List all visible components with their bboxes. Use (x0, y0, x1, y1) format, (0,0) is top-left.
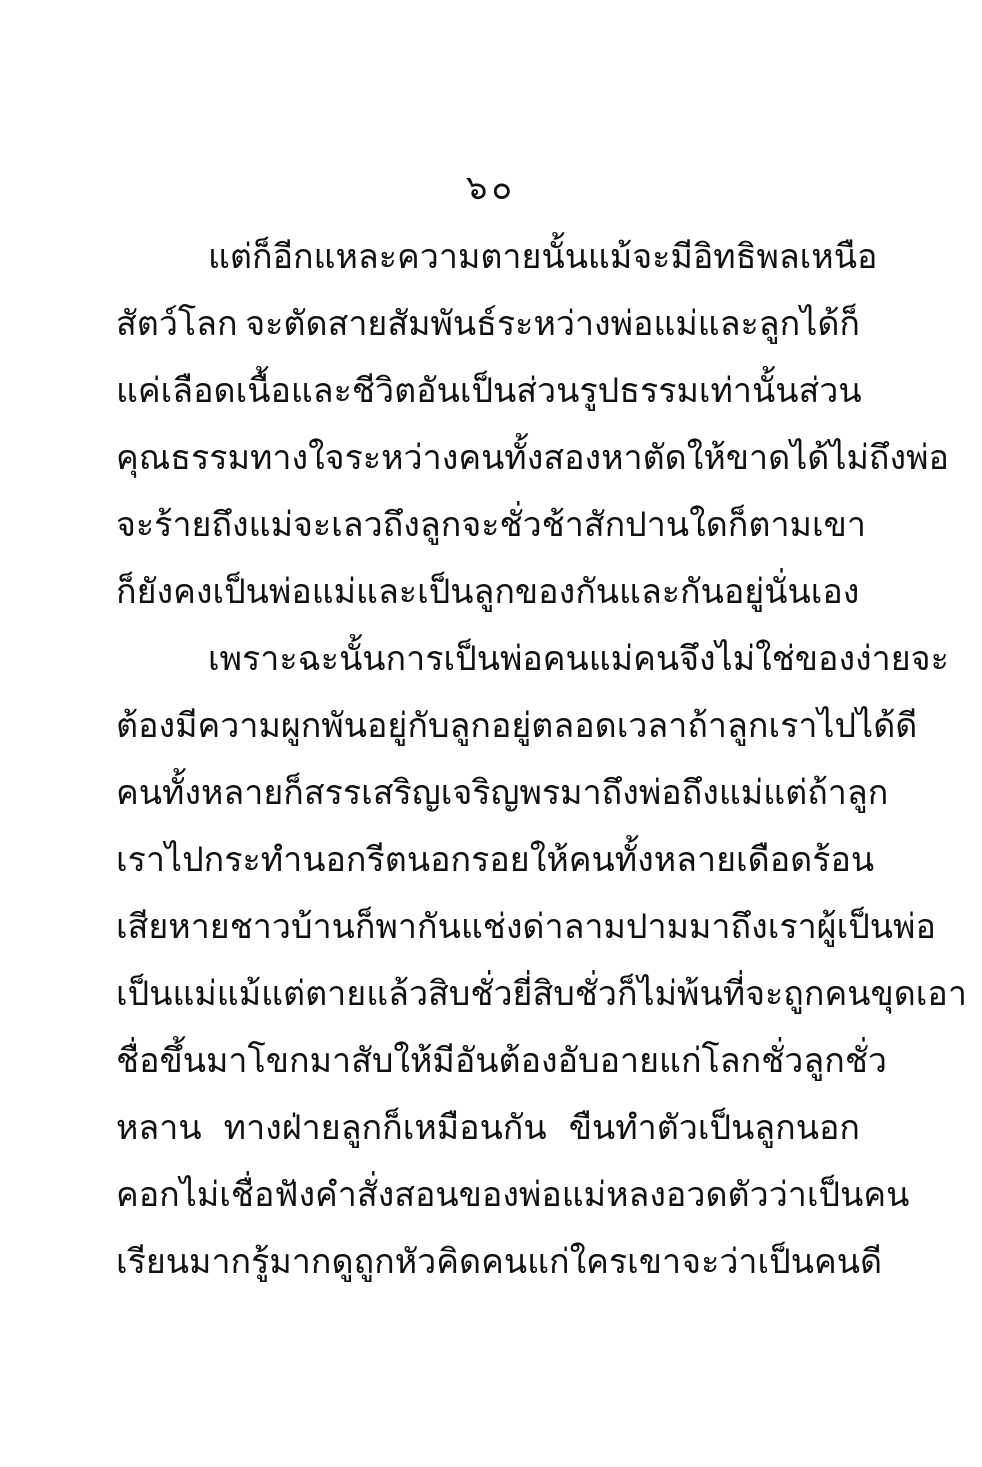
body-text (116, 232, 967, 1304)
text-segment: แค่เลือดเนื้อและชีวิต (116, 371, 417, 411)
page-number: ๖๐ (465, 168, 517, 208)
text-segment: แต่ถ้าลูก (763, 773, 889, 813)
text-segment: สัตว์โลก (116, 304, 238, 344)
text-line (116, 701, 918, 768)
text-segment: แต่ก็อีกแหละ (208, 237, 398, 277)
text-segment: จะร้าย (116, 505, 212, 545)
text-line (116, 1103, 860, 1170)
text-line (116, 366, 860, 433)
text-segment: แม้แต่ตายแล้วสิบชั่วยี่สิบชั่วก็ไม่พ้นที่จะถูกคนขุดเอา (216, 974, 967, 1014)
text-segment: ถึงลูกจะชั่วช้าสักปานใดก็ตาม (382, 505, 812, 545)
text-segment: เสียหาย (116, 907, 230, 947)
text-segment: ส่วน (798, 371, 862, 411)
text-segment: เราไปกระทำนอกรีตนอกรอย (116, 840, 530, 880)
text-line (116, 567, 860, 634)
text-segment: ถึงพ่อ (868, 438, 949, 478)
text-segment: เป็นแม่ (116, 974, 217, 1014)
text-line (116, 433, 949, 500)
text-segment: ทางฝ่ายลูกก็เหมือนกัน (223, 1108, 547, 1148)
text-segment: ใครเขาจะว่าเป็นคนดี (569, 1242, 883, 1282)
text-segment: คุณธรรมทางใจระหว่างคนทั้งสองหาตัดให้ขาดได้ไม่ (116, 438, 869, 478)
text-line (116, 902, 936, 969)
text-segment: จะ (910, 639, 949, 679)
text-segment: เรียนมากรู้มาก (116, 1242, 332, 1282)
text-segment: คนทั้งหลายก็สรรเสริญเจริญพรมาถึงพ่อถึงแม่ (116, 773, 764, 813)
text-segment: ความตายนั้นแม้จะมีอิทธิพลเหนือ (397, 237, 878, 277)
text-line (116, 768, 889, 835)
text-line (116, 1237, 883, 1304)
text-segment: เขา (811, 505, 866, 545)
text-segment: หลงอวดตัวว่าเป็นคน (606, 1175, 910, 1215)
text-line (116, 1036, 887, 1103)
text-segment: ดูถูกหัวคิดคนแก่ (331, 1242, 570, 1282)
text-line (116, 232, 878, 299)
text-line (116, 299, 860, 366)
text-segment: ต้องมีความผูกพันอยู่กับลูกอยู่ตลอดเวลา (116, 706, 688, 746)
text-line (116, 969, 967, 1036)
text-segment: ชาวบ้านก็พากันแช่งด่าลามปามมาถึงเราผู้เป็นพ่อ (229, 907, 936, 947)
text-segment: ชื่อขึ้นมาโขกมาสับ (116, 1041, 394, 1081)
text-segment: คอก (116, 1175, 180, 1215)
text-segment: จะตัดสายสัมพันธ์ระหว่างพ่อแม่และลูกได้ก็ (245, 304, 860, 344)
text-line (116, 835, 875, 902)
text-line (116, 500, 866, 567)
text-segment: ก็ยังคงเป็นพ่อแม่และเป็นลูกของกันและกันอยู่นั่นเอง (116, 572, 860, 612)
text-segment: ไม่เชื่อฟังคำสั่งสอนของพ่อแม่ (179, 1175, 607, 1215)
text-segment: ให้มีอันต้องอับอายแก่โลกชั่วลูกชั่ว (393, 1041, 887, 1081)
text-segment: ให้คนทั้งหลายเดือดร้อน (529, 840, 875, 880)
text-segment: อันเป็นส่วนรูปธรรมเท่านั้น (416, 371, 799, 411)
text-segment: ถ้าลูกเราไปได้ดี (687, 706, 918, 746)
text-line (116, 634, 949, 701)
text-segment: หลาน (116, 1108, 202, 1148)
text-segment: เพราะฉะนั้นการเป็นพ่อคนแม่คนจึงไม่ใช่ของง่าย (208, 639, 911, 679)
text-line (116, 1170, 910, 1237)
text-segment: ถึงแม่จะเลว (211, 505, 383, 545)
text-segment: ขืนทำตัวเป็นลูกนอก (568, 1108, 860, 1148)
